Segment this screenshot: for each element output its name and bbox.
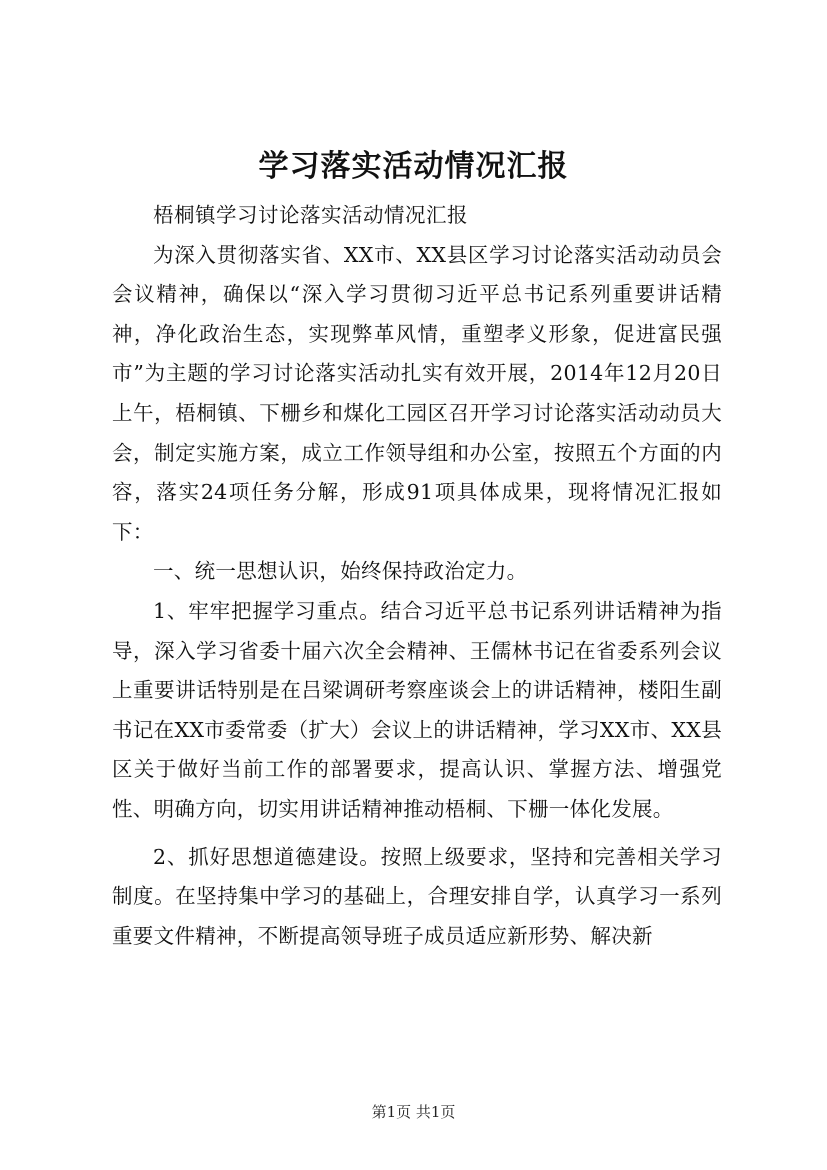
section-heading: 一、统一思想认识，始终保持政治定力。 <box>153 559 528 584</box>
page-number-footer: 第1页 共1页 <box>371 1103 456 1121</box>
intro-paragraph: 为深入贯彻落实省、XX市、XX县区学习讨论落实活动动员会会议精神，确保以“深入学习贯彻习近平总书记系列重要讲话精神，净化政治生态，实现弊革风情，重塑孝义形象，促进富民强市”为主题的学习讨论落实活动扎实有效开展，2014年12月20日上午，梧桐镇、下栅乡和煤化工园区召开学习讨论落实活动动员大会，制定实施方案，成立工作领导组和办公室，按照五个方面的内容，落实24项任务分解，形成91项具体成果，现将情况汇报如下： <box>112 242 722 544</box>
document-body <box>112 196 722 956</box>
item-1-paragraph: 1、牢牢把握学习重点。结合习近平总书记系列讲话精神为指导，深入学习省委十届六次全会精神、王儒林书记在省委系列会议上重要讲话特别是在吕梁调研考察座谈会上的讲话精神，楼阳生副书记在XX市委常委（扩大）会议上的讲话精神，学习XX市、XX县区关于做好当前工作的部署要求，提高认识、掌握方法、增强党性、明确方向，切实用讲话精神推动梧桐、下栅一体化发展。 <box>112 598 722 821</box>
subtitle-paragraph: 梧桐镇学习讨论落实活动情况汇报 <box>153 203 468 227</box>
item-2-paragraph: 2、抓好思想道德建设。按照上级要求，坚持和完善相关学习制度。在坚持集中学习的基础上，合理安排自学，认真学习一系列重要文件精神，不断提高领导班子成员适应新形势、解决新 <box>112 844 722 948</box>
document-title: 学习落实活动情况汇报 <box>258 149 569 184</box>
